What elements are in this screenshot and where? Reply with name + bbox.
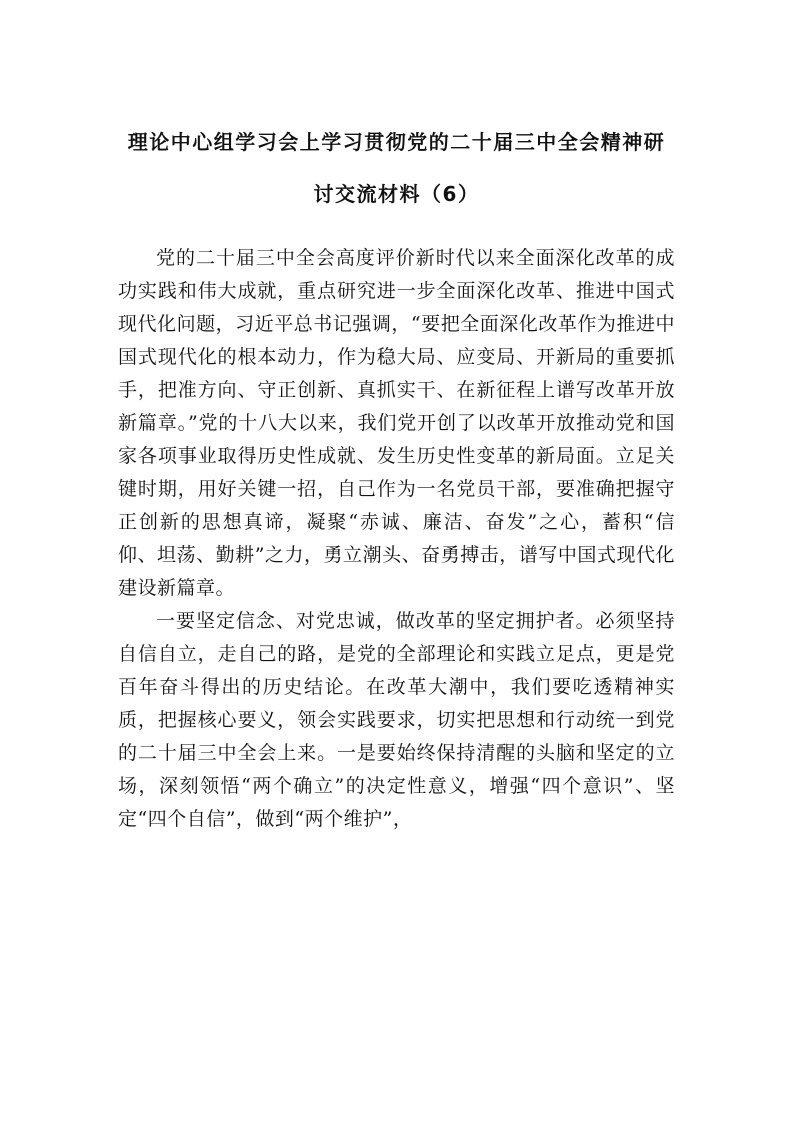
body-paragraph-1: 党的二十届三中全会高度评价新时代以来全面深化改革的成功实践和伟大成就，重点研究进一步全面深化改革、推进中国式现代化问题，习近平总书记强调，“要把全面深化改革作为推进中国式现代化的根本动力，作为稳大局、应变局、开新局的重要抓手，把准方向、守正创新、真抓实干、在新征程上谱写改革开放新篇章。”党的十八大以来，我们党开创了以改革开放推动党和国家各项事业取得历史性成就、发生历史性变革的新局面。立足关键时期，用好关键一招，自己作为一名党员干部，要准确把握守正创新的思想真谛，凝聚“赤诚、廉洁、奋发”之心，蓄积“信仰、坦荡、勤耕”之力，勇立潮头、奋勇搏击，谱写中国式现代化建设新篇章。 <box>118 247 675 599</box>
document-title-line-2: 讨交流材料（6） <box>313 182 480 206</box>
body-paragraph-2: 一要坚定信念、对党忠诚，做改革的坚定拥护者。必须坚持自信自立，走自己的路，是党的全部理论和实践立足点，更是党百年奋斗得出的历史结论。在改革大潮中，我们要吃透精神实质，把握核心要义，领会实践要求，切实把思想和行动统一到党的二十届三中全会上来。一是要始终保持清醒的头脑和坚定的立场，深刻领悟“两个确立”的决定性意义，增强“四个意识”、坚定“四个自信”，做到“两个维护”， <box>118 610 675 830</box>
document-body <box>118 242 675 836</box>
document-title-line-1: 理论中心组学习会上学习贯彻党的二十届三中全会精神研 <box>127 130 666 154</box>
